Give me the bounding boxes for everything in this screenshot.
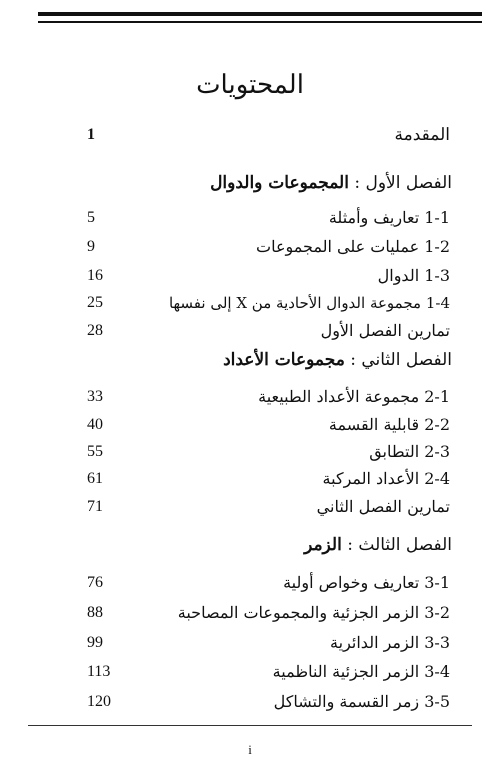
toc-entry [45,687,450,717]
chapter-heading-3 [304,530,452,560]
toc-entry-page: 76 [87,574,103,591]
toc-entry [45,598,450,628]
toc-entry [45,657,450,687]
toc-entry-label: تمارين الفصل الأول [320,321,450,340]
toc-entry-label: 1-2 عمليات على المجموعات [256,237,450,256]
toc-entry-page: 16 [87,267,103,284]
toc-entry-page: 1 [87,126,95,143]
toc-entry-label: المقدمة [394,125,450,145]
toc-entry-label: 3-2 الزمر الجزئية والمجموعات المصاحبة [177,603,450,622]
page-title: المحتويات [196,70,304,100]
toc-entry-page: 88 [87,604,103,621]
chapter-name: مجموعات الأعداد [223,350,345,370]
header-rule-thick [38,12,482,16]
toc-entry [45,464,450,494]
toc-entry-label: 3-1 تعاريف وخواص أولية [283,573,450,592]
toc-entry [45,410,450,440]
toc-entry [45,232,450,262]
chapter-heading-1 [210,168,452,198]
chapter-prefix: الفصل الثاني : [350,350,452,370]
toc-entry [45,261,450,291]
toc-entry-intro [45,120,450,150]
toc-entry-page: 25 [87,294,103,311]
toc-entry-label: 1-4 مجموعة الدوال الأحادية من X إلى نفسها [168,294,450,312]
toc-entry-page: 55 [87,443,103,460]
toc-entry-label: تمارين الفصل الثاني [316,497,450,516]
toc-entry [45,568,450,598]
toc-entry-label: 1-1 تعاريف وأمثلة [328,208,450,227]
toc-entry-page: 9 [87,238,95,255]
toc-entry-page: 28 [87,322,103,339]
toc-entry-label: 1-3 الدوال [377,266,450,285]
toc-entry-page: 33 [87,388,103,405]
toc-entry-page: 99 [87,634,103,651]
toc-entry [45,437,450,467]
footer-rule [28,725,472,726]
chapter-heading-2 [223,345,452,375]
toc-entry-label: 3-5 زمر القسمة والتشاكل [273,692,450,711]
toc-entry-page: 40 [87,416,103,433]
toc-entry-label: 2-4 الأعداد المركبة [322,469,450,488]
toc-entry [45,382,450,412]
toc-entry-label: 3-4 الزمر الجزئية الناظمية [272,662,450,681]
toc-entry [45,316,450,346]
toc-entry-page: 120 [87,693,111,710]
toc-entry-page: 61 [87,470,103,487]
toc-entry [45,203,450,233]
toc-entry-page: 71 [87,498,103,515]
toc-entry-label: 2-3 التطابق [369,442,450,461]
chapter-prefix: الفصل الثالث : [347,535,452,555]
toc-entry [45,628,450,658]
toc-entry-page: 5 [87,209,95,226]
toc-entry [45,492,450,522]
header-rule-thin [38,21,482,23]
toc-entry-label: 3-3 الزمر الدائرية [330,633,450,652]
toc-entry [45,288,450,318]
chapter-prefix: الفصل الأول : [354,173,452,193]
toc-entry-page: 113 [87,663,111,680]
toc-entry-label: 2-1 مجموعة الأعداد الطبيعية [258,387,450,406]
chapter-name: المجموعات والدوال [210,173,349,193]
chapter-name: الزمر [304,535,342,555]
toc-entry-label: 2-2 قابلية القسمة [328,415,450,434]
page-number: i [248,742,252,757]
